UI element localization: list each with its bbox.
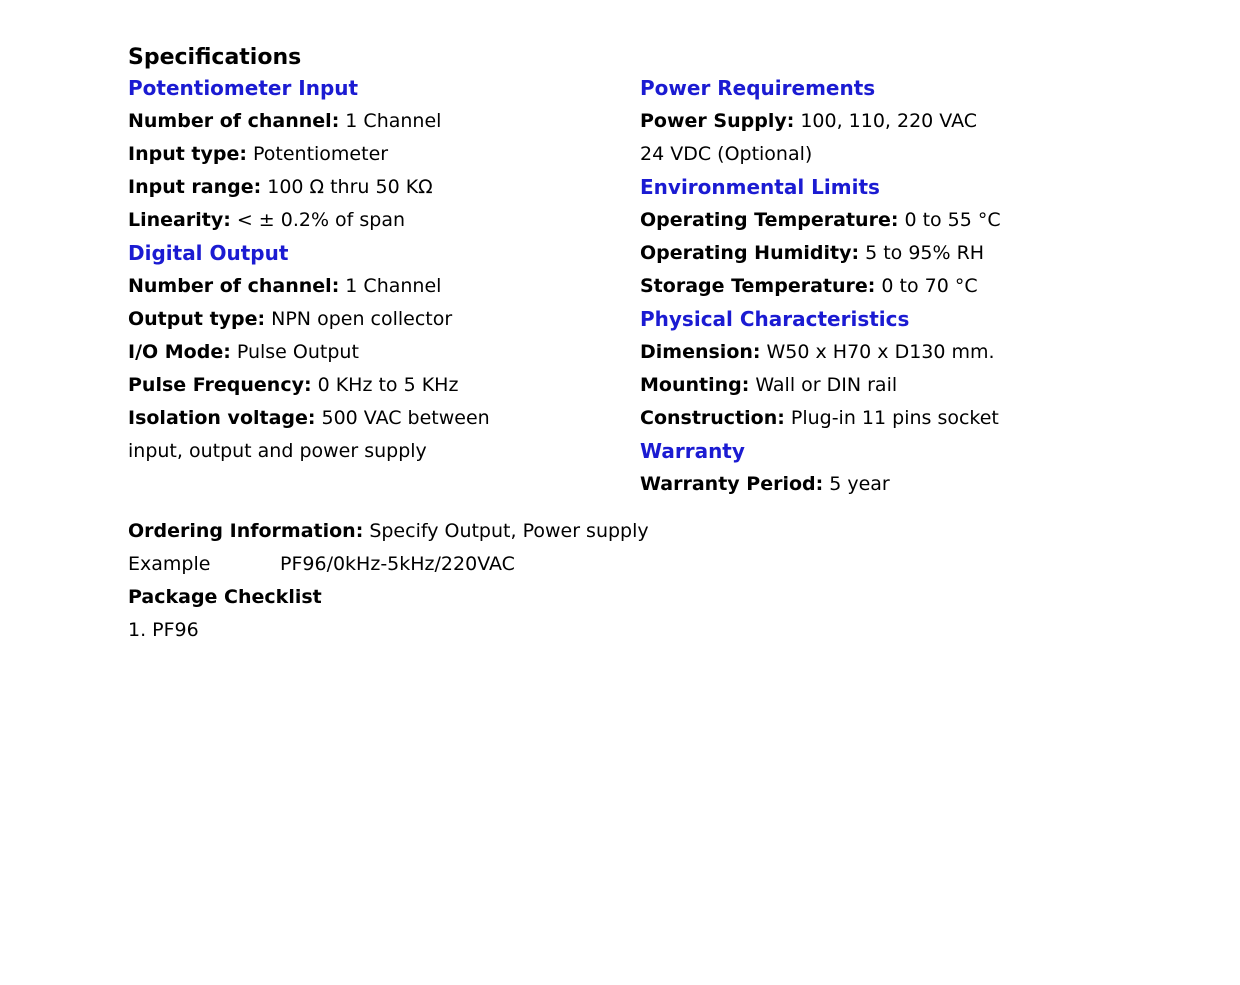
section-heading-warranty: Warranty xyxy=(640,439,745,463)
package-item-text: 1. PF96 xyxy=(128,619,199,641)
spec-columns xyxy=(128,72,1200,501)
spec-row xyxy=(640,270,1200,303)
column-left xyxy=(128,72,640,501)
page-title: Specifications xyxy=(128,45,302,70)
spec-value: input, output and power supply xyxy=(128,440,427,462)
spec-label: Operating Temperature: xyxy=(640,209,899,231)
spec-row xyxy=(128,270,640,303)
spec-row xyxy=(640,105,1200,138)
spec-label: Input type: xyxy=(128,143,247,165)
spec-value: 100 Ω thru 50 KΩ xyxy=(267,176,433,198)
example-label: Example xyxy=(128,553,211,575)
spec-row xyxy=(128,303,640,336)
spec-value: 100, 110, 220 VAC xyxy=(800,110,978,132)
package-checklist-heading xyxy=(128,581,1200,614)
spec-row xyxy=(640,336,1200,369)
spec-value: 24 VDC (Optional) xyxy=(640,143,813,165)
spec-value: W50 x H70 x D130 mm. xyxy=(766,341,995,363)
spec-row xyxy=(128,402,640,435)
section-heading-environmental-limits: Environmental Limits xyxy=(640,175,880,199)
package-checklist-label: Package Checklist xyxy=(128,586,322,608)
spec-label: Output type: xyxy=(128,308,266,330)
section-heading-physical-characteristics: Physical Characteristics xyxy=(640,307,910,331)
ordering-information-row xyxy=(128,515,1200,548)
spec-value: 0 to 70 °C xyxy=(881,275,978,297)
spec-value: Pulse Output xyxy=(236,341,359,363)
spec-row-continuation xyxy=(640,138,1200,171)
spec-row xyxy=(640,237,1200,270)
spec-label: Input range: xyxy=(128,176,262,198)
spec-row xyxy=(128,369,640,402)
spec-label: Number of channel: xyxy=(128,275,340,297)
spec-row xyxy=(128,171,640,204)
spec-row xyxy=(640,402,1200,435)
ordering-information-value: Specify Output, Power supply xyxy=(369,520,649,542)
spec-value: Plug-in 11 pins socket xyxy=(790,407,999,429)
spec-row-continuation xyxy=(128,435,640,468)
spec-value: < ± 0.2% of span xyxy=(236,209,406,231)
spec-label: Operating Humidity: xyxy=(640,242,860,264)
spec-label: I/O Mode: xyxy=(128,341,231,363)
spec-value: 0 KHz to 5 KHz xyxy=(317,374,459,396)
spec-label: Warranty Period: xyxy=(640,473,824,495)
spec-value: 500 VAC between xyxy=(321,407,490,429)
spec-row xyxy=(128,105,640,138)
ordering-information-label: Ordering Information: xyxy=(128,520,364,542)
section-heading-digital-output: Digital Output xyxy=(128,241,289,265)
spec-label: Power Supply: xyxy=(640,110,795,132)
section-heading-potentiometer-input: Potentiometer Input xyxy=(128,76,359,100)
spec-value: 5 year xyxy=(829,473,890,495)
spec-value: 5 to 95% RH xyxy=(865,242,985,264)
spec-value: NPN open collector xyxy=(271,308,453,330)
section-heading-power-requirements: Power Requirements xyxy=(640,76,876,100)
spec-row xyxy=(128,336,640,369)
spec-label: Pulse Frequency: xyxy=(128,374,312,396)
ordering-block xyxy=(128,515,1200,647)
spec-row xyxy=(128,138,640,171)
spec-label: Storage Temperature: xyxy=(640,275,876,297)
spec-label: Construction: xyxy=(640,407,785,429)
spec-label: Linearity: xyxy=(128,209,231,231)
spec-label: Mounting: xyxy=(640,374,750,396)
ordering-example-row xyxy=(128,548,1200,581)
spec-value: Potentiometer xyxy=(252,143,389,165)
spec-row xyxy=(128,204,640,237)
spec-label: Isolation voltage: xyxy=(128,407,316,429)
package-checklist-item xyxy=(128,614,1200,647)
spec-value: 1 Channel xyxy=(345,275,442,297)
spec-row xyxy=(640,204,1200,237)
spec-value: Wall or DIN rail xyxy=(755,374,898,396)
spec-row xyxy=(640,468,1200,501)
column-right xyxy=(640,72,1200,501)
spec-label: Dimension: xyxy=(640,341,761,363)
spec-label: Number of channel: xyxy=(128,110,340,132)
spec-row xyxy=(640,369,1200,402)
spec-value: 1 Channel xyxy=(345,110,442,132)
spec-value: 0 to 55 °C xyxy=(904,209,1001,231)
example-value: PF96/0kHz-5kHz/220VAC xyxy=(280,553,515,575)
